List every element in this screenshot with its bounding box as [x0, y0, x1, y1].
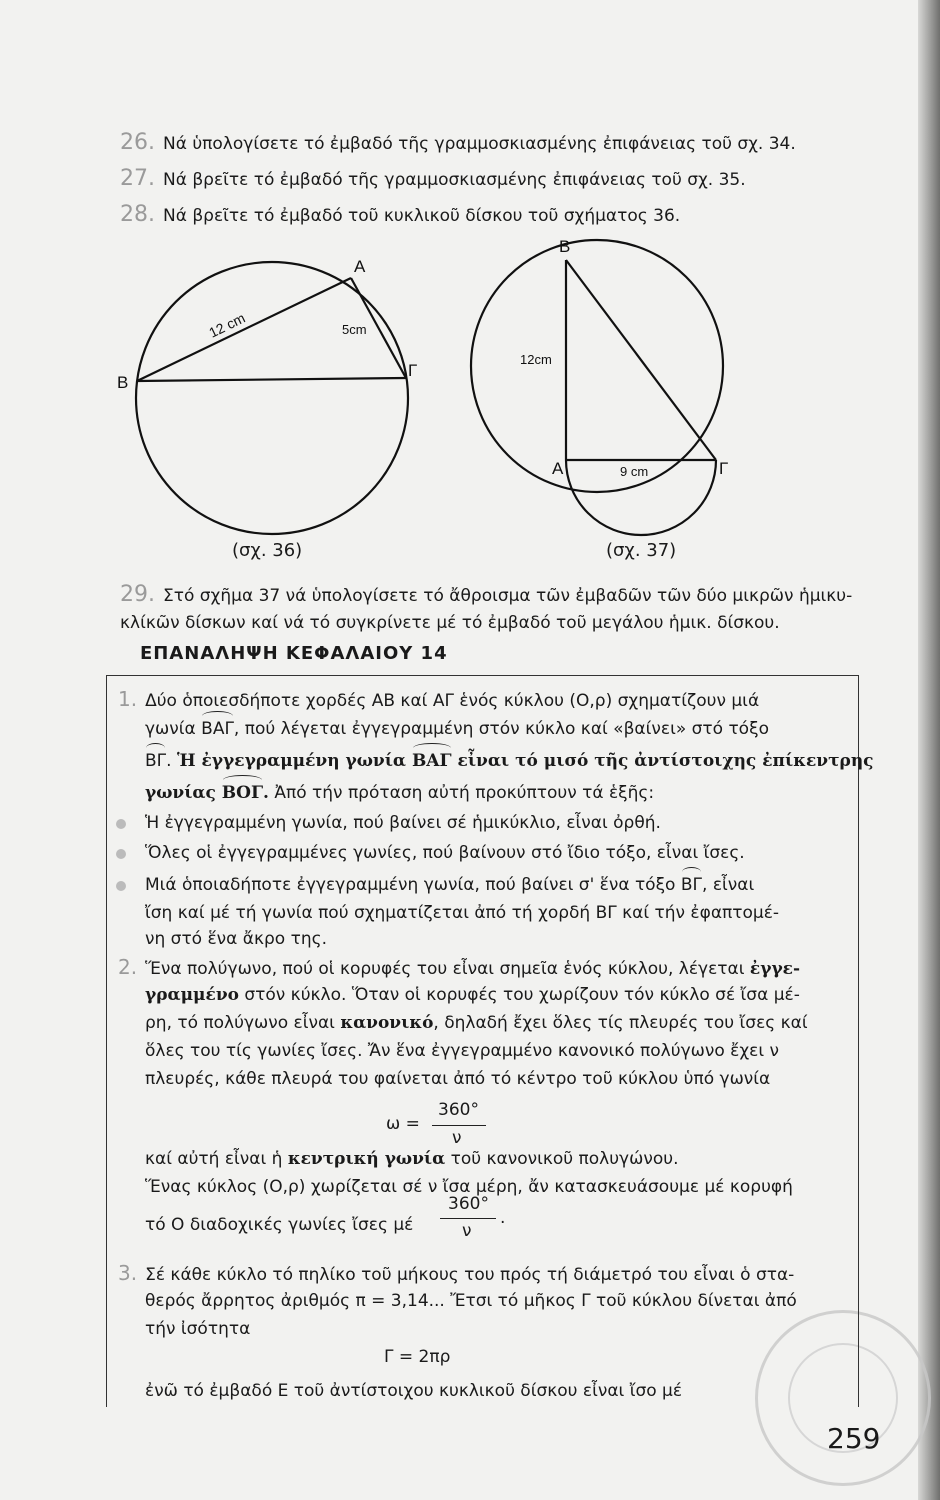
s2-bold-text: κανονικό [340, 1013, 434, 1033]
s1-line3 [145, 750, 874, 772]
formula-denominator: ν [452, 1128, 462, 1148]
s1-bold-text: Ἡ ἐγγεγραμμένη γωνία [176, 751, 412, 771]
figure-37 [471, 240, 723, 535]
s2-text: Ἕνα πολύγωνο, πού οἱ κορυφές του εἶναι σημεῖα ἑνός κύκλου, λέγεται [145, 959, 750, 979]
fraction-bar [440, 1218, 496, 1219]
fig37-label-b: B [559, 237, 571, 256]
figures [0, 0, 940, 600]
exercise-29 [120, 584, 852, 607]
s2-line8: τό Ο διαδοχικές γωνίες ἴσες μέ [145, 1215, 414, 1235]
s1-bullet2: Ὅλες οἱ ἐγγεγραμμένες γωνίες, πού βαίνουν στό ἴδιο τόξο, εἶναι ἴσες. [145, 843, 745, 863]
formula-denominator: ν [462, 1221, 472, 1241]
arc-bg: ΒΓ [680, 875, 703, 895]
exercise-text: Νά βρεῖτε τό ἐμβαδό τοῦ κυκλικοῦ δίσκου τοῦ σχήματος 36. [163, 206, 681, 226]
exercise-number: 27. [120, 166, 155, 191]
s1-line1 [118, 688, 759, 712]
angle-arc: ΒΑΓ [201, 719, 234, 739]
formula-numerator: 360° [438, 1100, 479, 1120]
bullet-icon [116, 849, 126, 859]
formula-circumference: Γ = 2πρ [384, 1347, 451, 1367]
section-number: 1. [118, 687, 138, 711]
exercise-text: Στό σχῆμα 37 νά ὑπολογίσετε τό ἄθροισμα τῶν ἐμβαδῶν τῶν δύο μικρῶν ἡμικυ- [163, 586, 853, 606]
s1-text: Μιά ὁποιαδήποτε ἐγγεγραμμένη γωνία, πού βαίνει σ' ἕνα τόξο [145, 875, 681, 895]
formula-numerator: 360° [448, 1194, 489, 1214]
s3-text: Σέ κάθε κύκλο τό πηλίκο τοῦ μήκους του πρός τή διάμετρό του εἶναι ὁ στα- [145, 1265, 795, 1285]
s1-text: . [166, 751, 177, 771]
s3-line3: τήν ἰσότητα [145, 1319, 251, 1339]
fig37-big-circle [471, 240, 723, 492]
exercise-29-line2: κλίκῶν δίσκων καί νά τό συγκρίνετε μέ τό ἐμβαδό τοῦ μεγάλου ἡμικ. δίσκου. [120, 613, 780, 633]
exercise-number: 28. [120, 202, 155, 227]
s2-line7: Ἕνας κύκλος (Ο,ρ) χωρίζεται σέ ν ἴσα μέρη, ἄν κατασκευάσουμε μέ κορυφή [145, 1177, 793, 1197]
s1-line2 [145, 718, 769, 740]
s1-line4 [145, 782, 654, 804]
arc-bg: ΒΓ [145, 751, 167, 771]
s2-bold-text: κεντρική γωνία [287, 1149, 446, 1169]
bullet-icon [116, 881, 126, 891]
exercise-text: Νά βρεῖτε τό ἐμβαδό τῆς γραμμοσκιασμένης ἐπιφάνειας τοῦ σχ. 35. [163, 170, 746, 190]
s1-bold-text: εἶναι τό μισό τῆς ἀντίστοιχης ἐπίκεντρης [451, 751, 874, 771]
s2-bold-text: ἐγγε- [749, 959, 801, 979]
fig37-length-ag: 9 cm [620, 464, 649, 479]
fig37-label-a: A [552, 459, 564, 478]
s1-bullet3-line2: ἴση καί μέ τή γωνία πού σχηματίζεται ἀπό τή χορδή ΒΓ καί τήν ἐφαπτομέ- [145, 903, 780, 923]
s2-text: , δηλαδή ἔχει ὅλες τίς πλευρές του ἴσες καί [433, 1013, 808, 1033]
s1-bullet3-line3: νη στό ἕνα ἄκρο της. [145, 929, 327, 949]
fig36-caption: (σχ. 36) [232, 540, 303, 561]
fig36-length-ab: 12 cm [206, 309, 248, 341]
s1-text: , πού λέγεται ἐγγεγραμμένη στόν κύκλο καί «βαίνει» στό τόξο [233, 719, 769, 739]
fig37-label-g: Γ [719, 459, 729, 478]
fig36-length-ag: 5cm [342, 322, 367, 337]
s1-bold-text: . [263, 783, 269, 803]
s2-line6 [145, 1148, 678, 1170]
formula-period: . [500, 1208, 506, 1228]
s1-text: Ἀπό τήν πρόταση αὐτή προκύπτουν τά ἑξῆς: [268, 783, 655, 803]
exercise-text: Νά ὑπολογίσετε τό ἐμβαδό τῆς γραμμοσκιασμένης ἐπιφάνειας τοῦ σχ. 34. [163, 134, 796, 154]
s2-text: καί αὐτή εἶναι ἡ [145, 1149, 288, 1169]
s3-line2: θερός ἄρρητος ἀριθμός π = 3,14... Ἔτσι τό μῆκος Γ τοῦ κύκλου δίνεται ἀπό [145, 1291, 797, 1311]
s2-text: στόν κύκλο. Ὅταν οἱ κορυφές του χωρίζουν τόν κύκλο σέ ἴσα μέ- [238, 985, 800, 1005]
figure-36 [136, 262, 408, 534]
chapter-review-heading: ΕΠΑΝΑΛΗΨΗ ΚΕΦΑΛΑΙΟΥ 14 [140, 643, 448, 664]
s2-line4: ὅλες του τίς γωνίες ἴσες. Ἄν ἕνα ἐγγεγραμμένο κανονικό πολύγωνο ἔχει ν [145, 1041, 780, 1061]
fig37-caption: (σχ. 37) [606, 540, 677, 561]
bullet-icon [116, 819, 126, 829]
fig36-label-b: B [117, 373, 129, 392]
fig36-chord-bg [137, 378, 406, 381]
fig36-label-a: A [354, 257, 366, 276]
s1-bullet3 [145, 874, 754, 896]
section-number: 3. [118, 1261, 138, 1285]
s2-bold-text: γραμμένο [145, 985, 239, 1005]
s2-line5: πλευρές, κάθε πλευρά του φαίνεται ἀπό τό κέντρο τοῦ κύκλου ὑπό γωνία [145, 1069, 771, 1089]
fig37-length-ab: 12cm [520, 352, 552, 367]
exercise-number: 26. [120, 130, 155, 155]
s2-text: ρη, τό πολύγωνο εἶναι [145, 1013, 341, 1033]
s3-line1 [118, 1262, 794, 1286]
s1-bold-text: γωνίας [145, 783, 222, 803]
page-number: 259 [827, 1422, 881, 1455]
fig37-side-bg [566, 260, 716, 460]
s2-text: τοῦ κανονικοῦ πολυγώνου. [445, 1149, 679, 1169]
fig36-chord-ba [137, 278, 351, 381]
s2-line3 [145, 1012, 808, 1034]
s1-text: γωνία [145, 719, 202, 739]
fig36-circle [136, 262, 408, 534]
s1-text: , εἶναι [702, 875, 755, 895]
s2-line2 [145, 984, 800, 1006]
exercise-number: 29. [120, 582, 155, 607]
s1-bullet1: Ἡ ἐγγεγραμμένη γωνία, πού βαίνει σέ ἡμικύκλιο, εἶναι ὀρθή. [145, 813, 661, 833]
s3-line4: ἐνῶ τό ἐμβαδό Ε τοῦ ἀντίστοιχου κυκλικοῦ δίσκου εἶναι ἴσο μέ [145, 1381, 683, 1401]
angle-arc: ΒΑΓ [411, 751, 452, 771]
s2-line1 [118, 956, 800, 980]
formula-lhs: ω = [386, 1114, 420, 1134]
section-number: 2. [118, 955, 138, 979]
angle-arc: ΒΟΓ [221, 783, 264, 803]
fig36-label-g: Γ [408, 361, 418, 380]
s1-text: Δύο ὁποιεσδήποτε χορδές ΑΒ καί ΑΓ ἑνός κύκλου (Ο,ρ) σχηματίζουν μιά [145, 691, 760, 711]
fraction-bar [432, 1125, 486, 1126]
